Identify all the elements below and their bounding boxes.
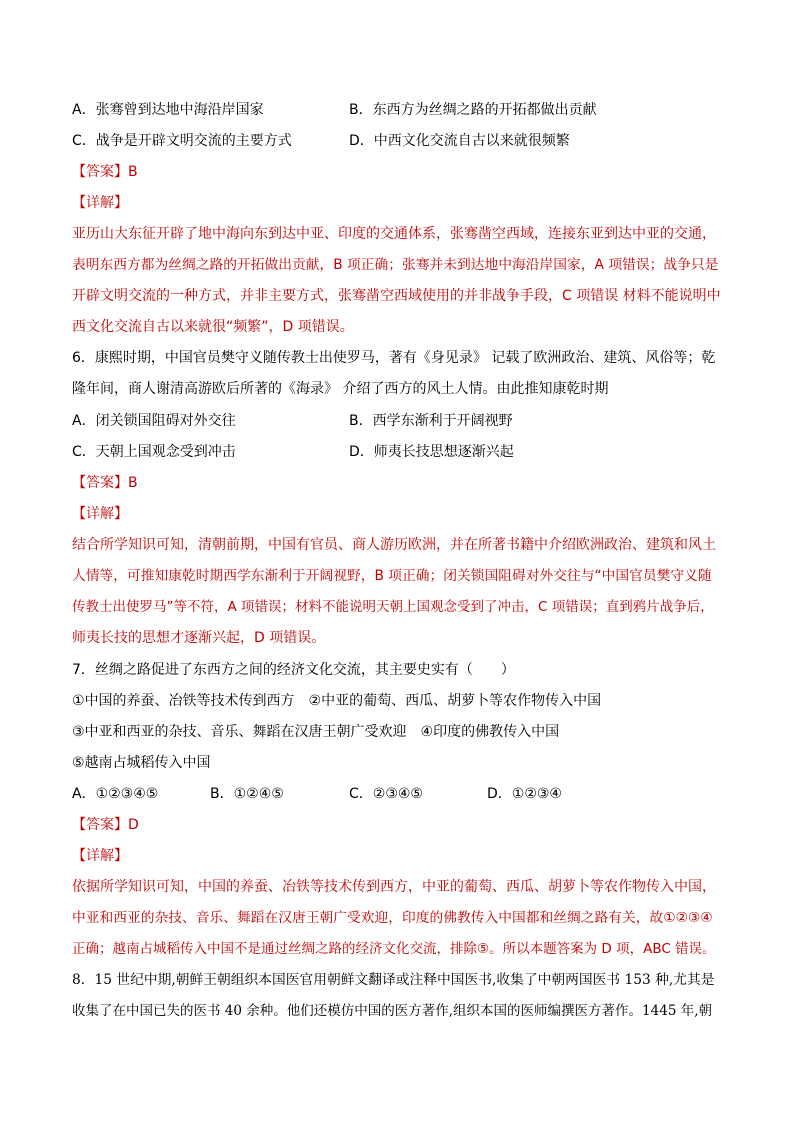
q7-detail-line: 依据所学知识可知，中国的养蚕、冶铁等技术传到西方，中亚的葡萄、西瓜、胡萝卜等农作物传入中国， [72,879,716,895]
q7-item-line: ③中亚和西亚的杂技、音乐、舞蹈在汉唐王朝广受欢迎 ④印度的佛教传入中国 [72,724,560,740]
q7-item-line: ⑤越南占城稻传入中国 [72,755,211,771]
q5-option-d: D．中西文化交流自古以来就很频繁 [349,133,570,149]
q5-option-c: C．战争是开辟文明交流的主要方式 [72,133,292,149]
q6-detail-line: 人情等，可推知康乾时期西学东渐利于开阔视野，B 项正确；闭关锁国阻碍对外交往与“中国官员樊守义随 [72,568,712,584]
q6-stem-line: 6．康熙时期，中国官员樊守义随传教士出使罗马，著有《身见录》 记载了欧洲政治、建筑、风俗等；乾 [72,350,716,366]
answer-label: 【答案】 [72,164,128,180]
q7-detail-label: 【详解】 [72,848,128,864]
q5-detail-line: 表明东西方都为丝绸之路的开拓做出贡献，B 项正确；张骞并未到达地中海沿岸国家，A 项错误；战争只是 [72,257,719,273]
q6-answer [72,473,138,493]
q7-detail-line: 正确；越南占城稻传入中国不是通过丝绸之路的经济文化交流，排除⑤。所以本题答案为 D 项，ABC 错误。 [72,941,716,957]
q5-option-a: A．张骞曾到达地中海沿岸国家 [72,102,264,118]
q6-option-d: D．师夷长技思想逐渐兴起 [349,444,514,460]
q5-detail-label: 【详解】 [72,195,128,211]
q6-option-a: A．闭关锁国阻碍对外交往 [72,413,236,429]
q7-item-line: ①中国的养蚕、冶铁等技术传到西方 ②中亚的葡萄、西瓜、胡萝卜等农作物传入中国 [72,693,602,709]
q7-stem: 7．丝绸之路促进了东西方之间的经济文化交流，其主要史实有（ ） [72,662,515,678]
q6-option-b: B．西学东渐利于开阔视野 [349,413,513,429]
q8-stem-line: 8．15 世纪中期,朝鲜王朝组织本国医官用朝鲜文翻译或注释中国医书,收集了中朝两国医书 153 种,尤其是 [72,972,715,988]
q7-option-b: B．①②④⑤ [210,786,284,802]
q6-detail-label: 【详解】 [72,506,128,522]
q6-option-c: C．天朝上国观念受到冲击 [72,444,236,460]
q7-option-a: A．①②③④⑤ [72,786,159,802]
q7-answer [72,815,139,835]
q5-detail-line: 开辟文明交流的一种方式，并非主要方式，张骞凿空西域使用的并非战争手段，C 项错误 材料不能说明中 [72,288,721,304]
q8-stem-line: 收集了在中国已失的医书 40 余种。他们还模仿中国的医方著作,组织本国的医师编撰医方著作。1445 年,朝 [72,1003,712,1019]
q6-stem-line: 隆年间，商人谢清高游欧后所著的《海录》 介绍了西方的风土人情。由此推知康乾时期 [72,381,609,397]
q6-detail-line: 传教士出使罗马”等不符，A 项错误；材料不能说明天朝上国观念受到了冲击，C 项错误；直到鸦片战争后， [72,599,714,615]
q5-option-b: B．东西方为丝绸之路的开拓都做出贡献 [349,102,597,118]
q5-detail-line: 亚历山大东征开辟了地中海向东到达中亚、印度的交通体系，张骞凿空西域，连接东亚到达中亚的交通， [72,226,716,242]
answer-label: 【答案】 [72,475,128,491]
answer-value: B [128,164,138,180]
q7-option-d: D．①②③④ [487,786,562,802]
answer-label: 【答案】 [72,817,128,833]
q5-answer [72,162,138,182]
answer-value: B [128,475,138,491]
q6-detail-line: 结合所学知识可知，清朝前期，中国有官员、商人游历欧洲，并在所著书籍中介绍欧洲政治、建筑和风土 [72,537,716,553]
q7-option-c: C．②③④⑤ [349,786,423,802]
q6-detail-line: 师夷长技的思想才逐渐兴起，D 项错误。 [72,630,326,646]
q5-detail-line: 西文化交流自古以来就很“频繁”，D 项错误。 [72,319,354,335]
q7-detail-line: 中亚和西亚的杂技、音乐、舞蹈在汉唐王朝广受欢迎，印度的佛教传入中国都和丝绸之路有关，故①②③④ [72,910,713,926]
answer-value: D [128,817,139,833]
